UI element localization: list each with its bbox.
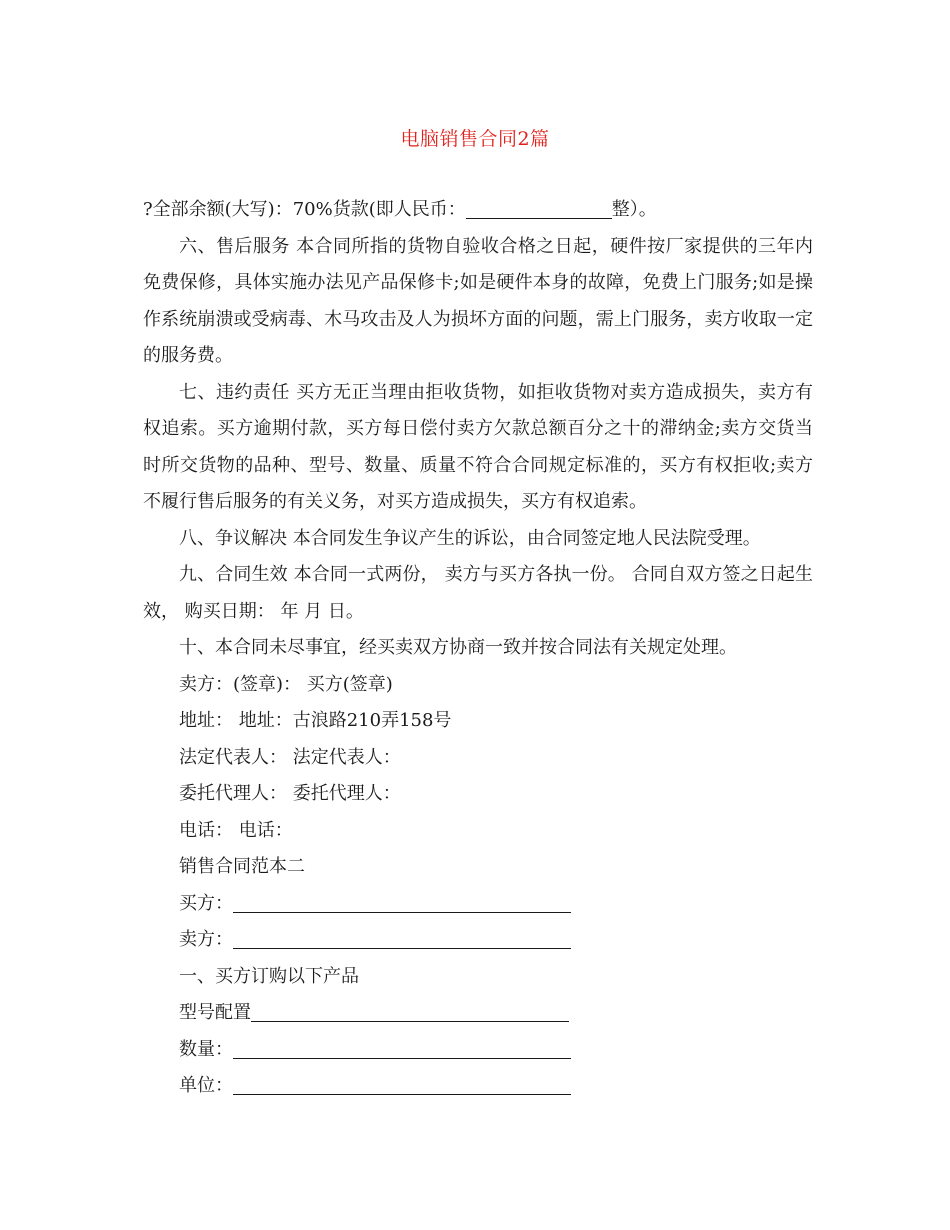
address-line: 地址： 地址：古浪路210弄158号 — [179, 710, 452, 731]
balance-prefix: ?全部余额(大写)：70%货款(即人民币： — [143, 199, 466, 220]
section-effect: 九、合同生效 本合同一式两份， 卖方与买方各执一份。 合同自双方签之日起生效， 购买日期： 年 月 日。 — [143, 564, 813, 622]
quantity-line — [143, 1032, 813, 1069]
unit-label: 单位： — [179, 1075, 233, 1096]
model-line — [143, 995, 813, 1032]
unit-line — [143, 1068, 813, 1105]
model-label: 型号配置 — [179, 1002, 251, 1023]
balance-line — [143, 192, 813, 229]
legal-rep-line: 法定代表人： 法定代表人： — [179, 746, 401, 768]
amount-blank — [466, 196, 612, 219]
buyer-blank — [233, 890, 571, 913]
balance-suffix: 整）。 — [611, 199, 657, 220]
agent-line: 委托代理人： 委托代理人： — [179, 783, 401, 804]
quantity-label: 数量： — [179, 1038, 233, 1060]
seller-line — [143, 922, 813, 959]
seller-blank — [233, 926, 571, 949]
unit-blank — [233, 1072, 571, 1095]
document-body — [143, 192, 813, 1105]
buyer-label: 买方： — [179, 892, 233, 914]
template-two-title: 销售合同范本二 — [179, 856, 305, 877]
phone-line: 电话： 电话： — [179, 819, 293, 841]
section-misc: 十、本合同未尽事宜，经买卖双方协商一致并按合同法有关规定处理。 — [179, 637, 737, 658]
order-heading: 一、买方订购以下产品 — [179, 965, 359, 987]
seller-label: 卖方： — [179, 929, 233, 950]
document-title: 电脑销售合同2篇 — [400, 128, 550, 150]
signature-line: 卖方：(签章)： 买方(签章) — [179, 673, 393, 695]
section-after-sales: 六、售后服务 本合同所指的货物自验收合格之日起，硬件按厂家提供的三年内免费保修，具体实施办法见产品保修卡;如是硬件本身的故障，免费上门服务;如是操作系统崩溃或受病毒、木马攻击及人为损坏方面的问题，需上门服务，卖方收取一定的服务费。 — [143, 235, 813, 366]
quantity-blank — [233, 1036, 571, 1059]
section-breach: 七、违约责任 买方无正当理由拒收货物，如拒收货物对卖方造成损失，卖方有权追索。买方逾期付款，买方每日偿付卖方欠款总额百分之十的滞纳金;卖方交货当时所交货物的品种、型号、数量、质量不符合合同规定标准的，买方有权拒收;卖方不履行售后服务的有关义务，对买方造成损失，买方有权追索。 — [143, 381, 813, 512]
buyer-line — [143, 886, 813, 923]
model-blank — [251, 999, 569, 1022]
section-dispute: 八、争议解决 本合同发生争议产生的诉讼，由合同签定地人民法院受理。 — [179, 527, 761, 549]
